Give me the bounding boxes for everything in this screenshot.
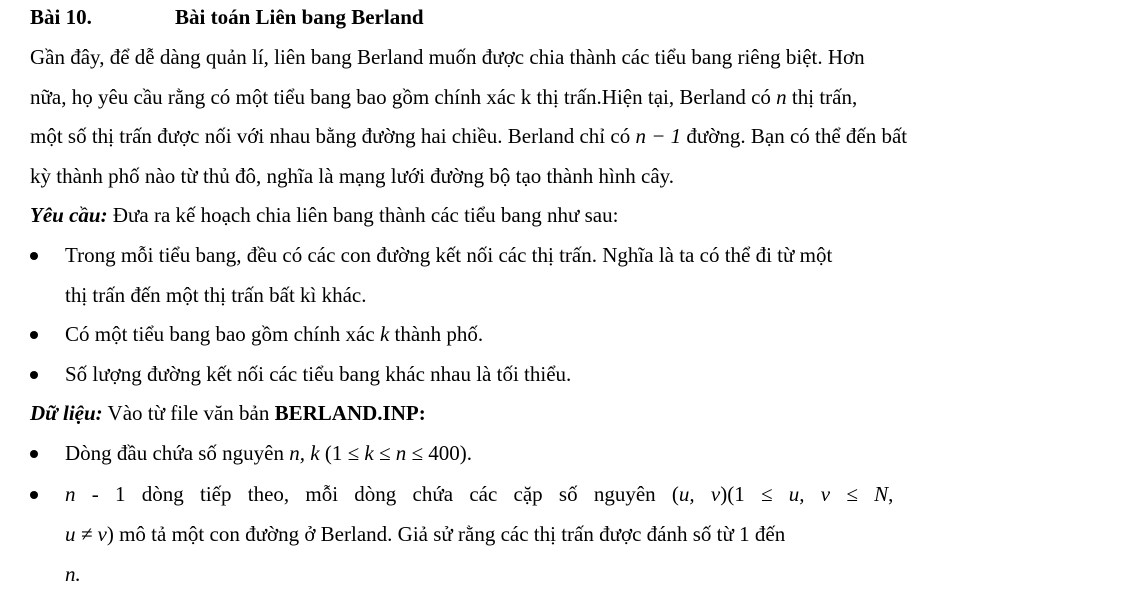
- item-text: ≤ 400).: [406, 441, 473, 465]
- var-k: k: [379, 322, 390, 346]
- problem-title: Bài toán Liên bang Berland: [175, 5, 424, 29]
- var-n: n: [776, 85, 787, 109]
- requirement-item-3: Số lượng đường kết nối các tiểu bang khác nhau là tối thiểu.: [65, 362, 572, 386]
- item-text: ≤: [830, 482, 875, 506]
- var-uv: u, v: [678, 482, 721, 506]
- var-N: N: [874, 482, 889, 506]
- bullet-icon: [30, 252, 38, 260]
- intro-line-3: [30, 123, 907, 149]
- input-line: [30, 400, 426, 426]
- var-uv: u, v: [788, 482, 831, 506]
- intro-text: một số thị trấn được nối với nhau bằng đường hai chiều. Berland chỉ có: [30, 124, 636, 148]
- problem-heading: [30, 4, 424, 30]
- item-text: Dòng đầu chứa số nguyên: [65, 441, 290, 465]
- bullet-icon: [30, 371, 38, 379]
- intro-line-4: kỳ thành phố nào từ thủ đô, nghĩa là mạng lưới đường bộ tạo thành hình cây.: [30, 164, 675, 188]
- requirement-label: Yêu cầu:: [30, 203, 108, 227]
- var-n: n: [65, 482, 76, 506]
- input-filename: BERLAND.INP:: [274, 401, 426, 425]
- item-text: (1 ≤: [319, 441, 365, 465]
- item-text: ,: [888, 482, 894, 506]
- intro-line-1: Gần đây, để dễ dàng quản lí, liên bang Berland muốn được chia thành các tiểu bang riêng biệt. Hơn: [30, 45, 865, 69]
- var-n-minus-1: n − 1: [635, 124, 682, 148]
- requirement-item-1-line-2: thị trấn đến một thị trấn bất kì khác.: [65, 283, 367, 307]
- requirement-item-2: [65, 321, 483, 347]
- intro-text: nữa, họ yêu cầu rằng có một tiểu bang bao gồm chính xác k thị trấn.Hiện tại, Berland có: [30, 85, 777, 109]
- var-cond: k ≤ n: [364, 441, 407, 465]
- input-item-1: [65, 440, 472, 466]
- bullet-icon: [30, 331, 38, 339]
- var-n-k: n, k: [289, 441, 320, 465]
- input-item-2-line-3: n.: [65, 562, 81, 586]
- requirement-line: [30, 202, 618, 228]
- item-text: Có một tiểu bang bao gồm chính xác: [65, 322, 380, 346]
- item-text: ) mô tả một con đường ở Berland. Giả sử rằng các thị trấn được đánh số từ 1 đến: [106, 522, 786, 546]
- bullet-icon: [30, 450, 38, 458]
- var-u-neq-v: u ≠ v: [65, 522, 107, 546]
- intro-line-2: [30, 84, 857, 110]
- item-text: - 1 dòng tiếp theo, mỗi dòng chứa các cặp số nguyên (: [75, 482, 679, 506]
- intro-text: đường. Bạn có thể đến bất: [681, 124, 908, 148]
- problem-number: Bài 10.: [30, 5, 92, 29]
- requirement-text: Đưa ra kế hoạch chia liên bang thành các tiểu bang như sau:: [107, 203, 619, 227]
- input-item-2-line-1: [65, 481, 977, 507]
- item-text: )(1 ≤: [720, 482, 789, 506]
- input-text: Vào từ file văn bản: [102, 401, 275, 425]
- requirement-item-1-line-1: Trong mỗi tiểu bang, đều có các con đường kết nối các thị trấn. Nghĩa là ta có thể đi từ một: [65, 243, 833, 267]
- input-item-2-line-2: [65, 521, 785, 547]
- bullet-icon: [30, 491, 38, 499]
- input-label: Dữ liệu:: [30, 401, 103, 425]
- item-text: thành phố.: [389, 322, 484, 346]
- intro-text: thị trấn,: [786, 85, 858, 109]
